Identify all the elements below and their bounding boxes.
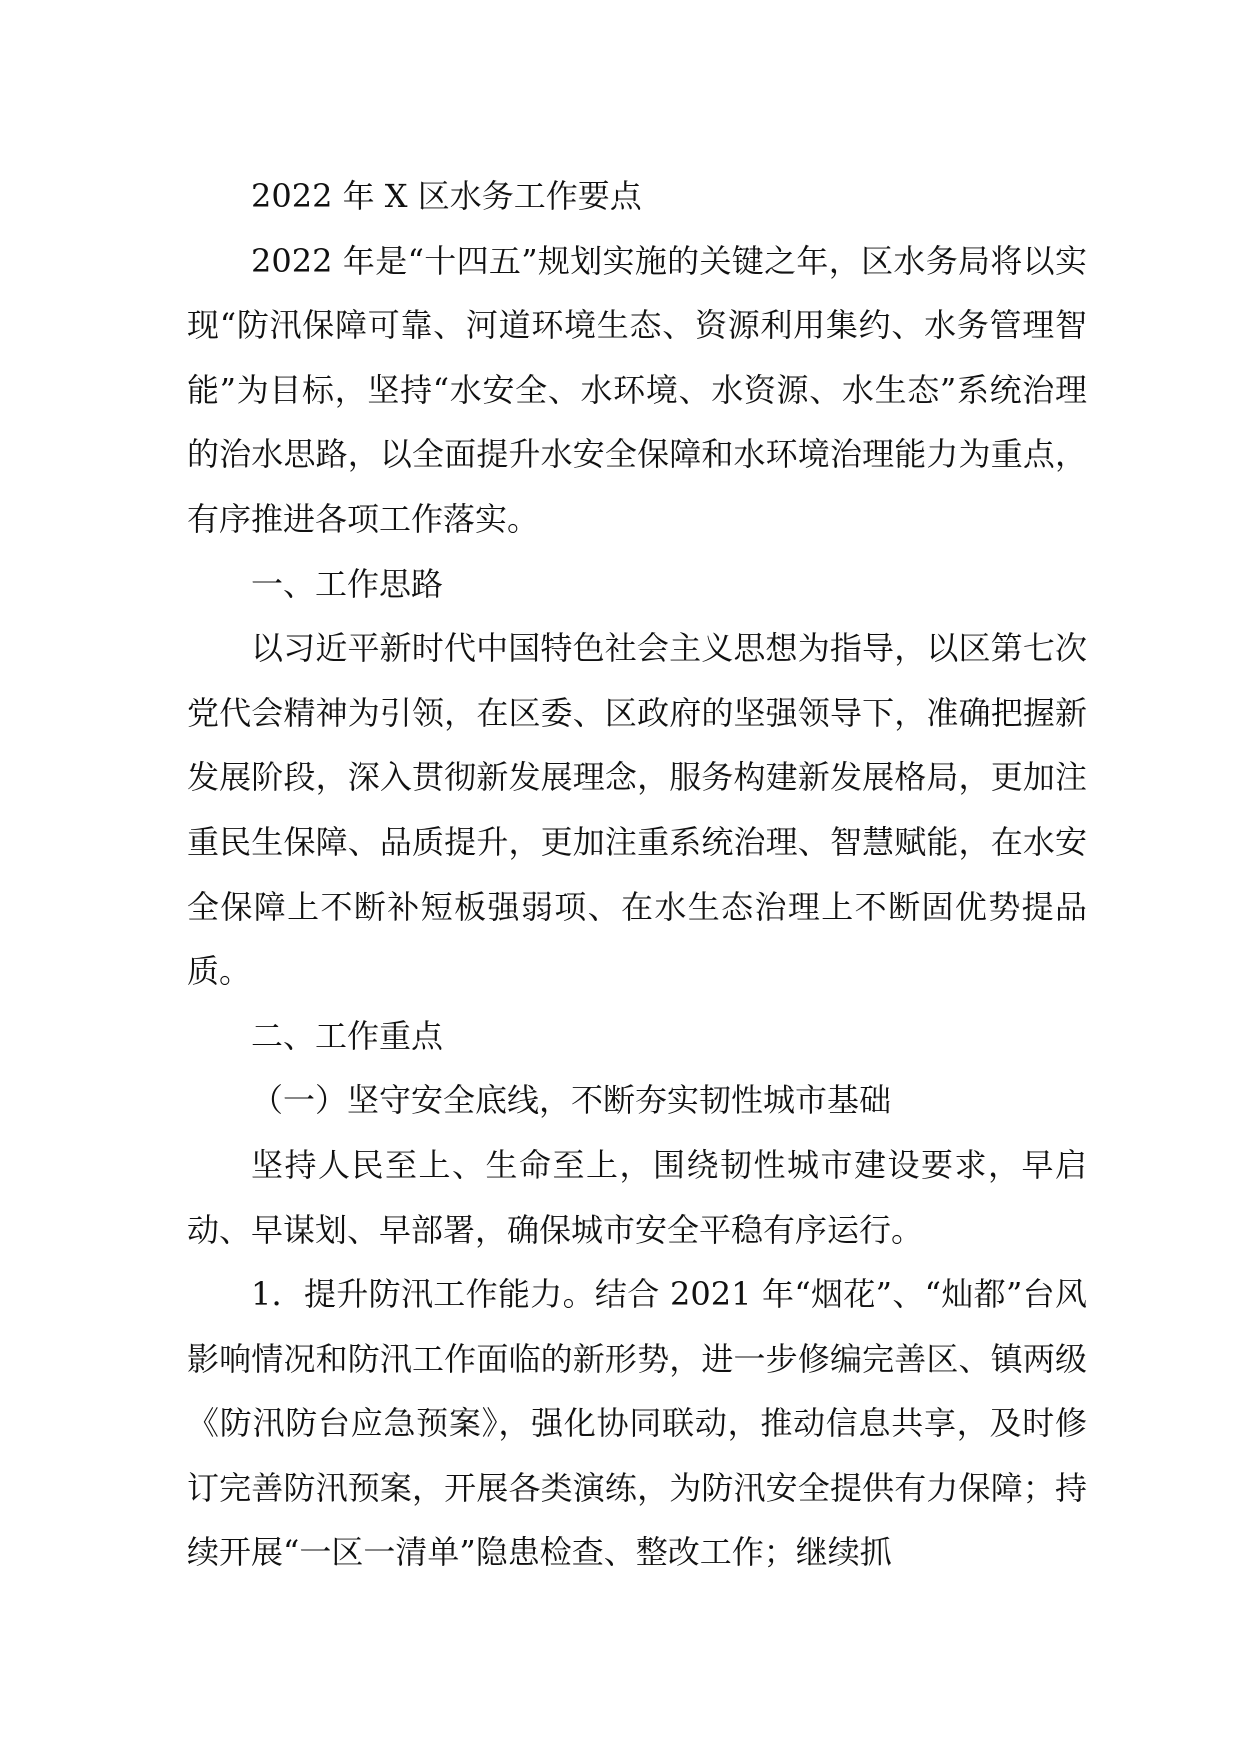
section-heading-work-approach: 一、工作思路 (251, 564, 444, 603)
safety-paragraph: 坚持人民至上、生命至上，围绕韧性城市建设要求，早启动、早谋划、早部署，确保城市安全平稳有序运行。 (187, 1145, 1087, 1249)
section-heading-work-focus: 二、工作重点 (251, 1016, 444, 1055)
document-title: 2022 年 X 区水务工作要点 (251, 177, 642, 215)
subsection-heading-safety: （一）坚守安全底线，不断夯实韧性城市基础 (251, 1081, 892, 1120)
document-body (187, 164, 1087, 1585)
item-1-paragraph: 1．提升防汛工作能力。结合 2021 年“烟花”、“灿都”台风影响情况和防汛工作面临的新形势，进一步修编完善区、镇两级《防汛防台应急预案》，强化协同联动，推动信息共享，及时修订完善防汛预案，开展各类演练，为防汛安全提供有力保障；持续开展“一区一清单”隐患检查、整改工作；继续抓 (187, 1275, 1087, 1572)
work-approach-paragraph: 以习近平新时代中国特色社会主义思想为指导，以区第七次党代会精神为引领，在区委、区政府的坚强领导下，准确把握新发展阶段，深入贯彻新发展理念，服务构建新发展格局，更加注重民生保障、品质提升，更加注重系统治理、智慧赋能，在水安全保障上不断补短板强弱项、在水生态治理上不断固优势提品质。 (187, 629, 1087, 991)
intro-paragraph: 2022 年是“十四五”规划实施的关键之年，区水务局将以实现“防汛保障可靠、河道环境生态、资源利用集约、水务管理智能”为目标，坚持“水安全、水环境、水资源、水生态”系统治理的治水思路，以全面提升水安全保障和水环境治理能力为重点，有序推进各项工作落实。 (187, 241, 1087, 538)
